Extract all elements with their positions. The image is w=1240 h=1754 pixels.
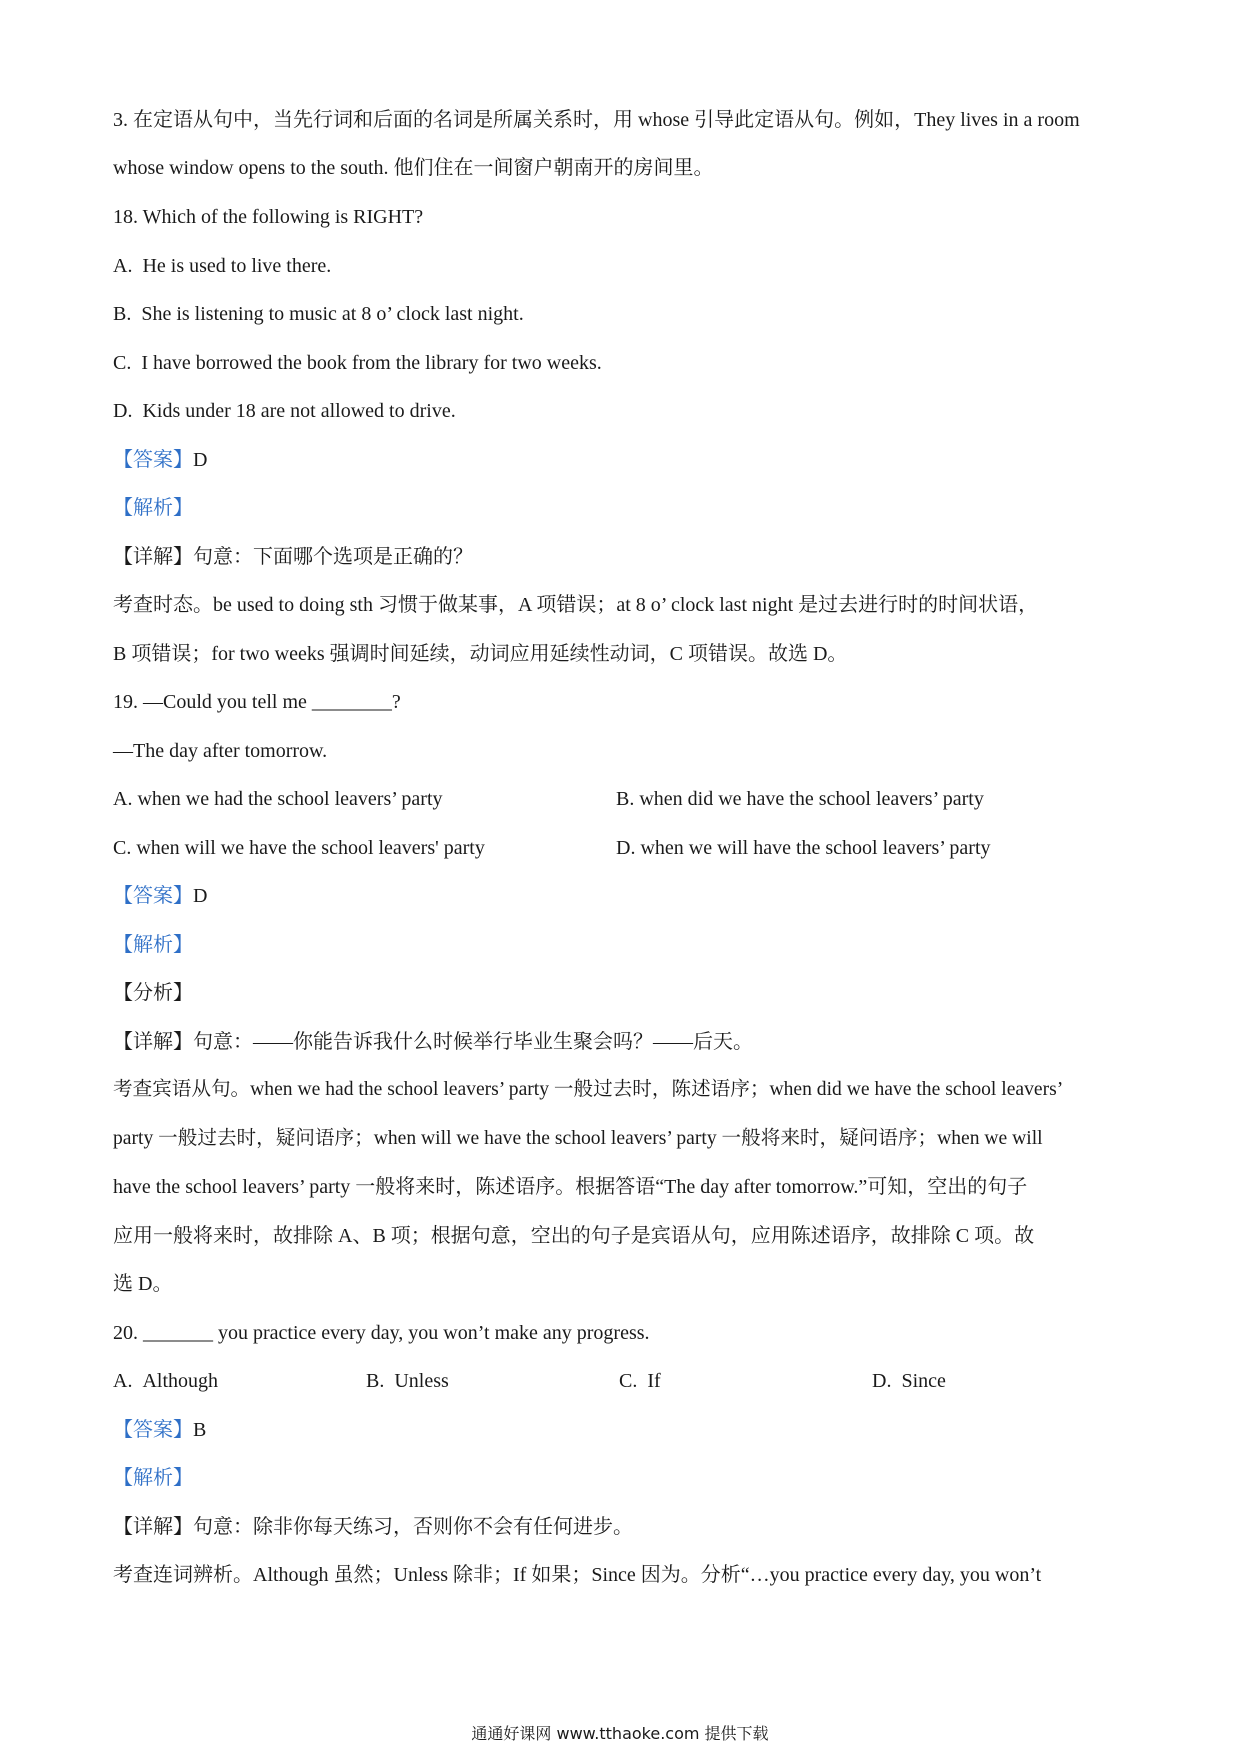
q20-option-d: D. Since — [872, 1370, 946, 1392]
q20-option-c: C. If — [619, 1370, 661, 1392]
q18-analysis-tag: 【解析】 — [113, 497, 193, 519]
q18-option-c: C. I have borrowed the book from the library for two weeks. — [113, 352, 602, 374]
q19-explain-1: 考查宾语从句。when we had the school leavers’ party 一般过去时，陈述语序；when did we have the school leavers’ — [113, 1079, 1064, 1100]
q18-explain-1: 考查时态。be used to doing sth 习惯于做某事，A 项错误；at 8 o’ clock last night 是过去进行时的时间状语， — [113, 594, 1039, 616]
q19-option-c: C. when will we have the school leavers' party — [113, 837, 485, 859]
q18-explain-2: B 项错误；for two weeks 强调时间延续，动词应用延续性动词，C 项错误。故选 D。 — [113, 643, 848, 665]
q20-explain-1: 考查连词辨析。Although 虽然；Unless 除非；If 如果；Since 因为。分析“…you practice every day, you won’t — [113, 1564, 1042, 1586]
intro-line-2: whose window opens to the south. 他们住在一间窗户朝南开的房间里。 — [113, 157, 714, 179]
q19-explain-2: party 一般过去时，疑问语序；when will we have the school leavers’ party 一般将来时，疑问语序；when we will — [113, 1128, 1043, 1149]
answer-value: D — [193, 885, 208, 907]
q20-analysis-tag: 【解析】 — [113, 1467, 193, 1489]
detail-tag: 【详解】 — [113, 1031, 193, 1053]
q19-option-d: D. when we will have the school leavers’ party — [616, 837, 991, 859]
page-footer: 通通好课网 www.tthaoke.com 提供下载 — [471, 1724, 769, 1743]
q20-question: 20. _______ you practice every day, you won’t make any progress. — [113, 1322, 650, 1344]
q19-fenxi-tag: 【分析】 — [113, 982, 193, 1004]
q18-option-a: A. He is used to live there. — [113, 255, 332, 277]
detail-tag: 【详解】 — [113, 546, 193, 568]
q19-answer — [113, 883, 207, 909]
q18-detail — [113, 544, 473, 570]
detail-tag: 【详解】 — [113, 1516, 193, 1538]
q18-option-d: D. Kids under 18 are not allowed to drive. — [113, 400, 456, 422]
q18-answer — [113, 447, 207, 473]
q20-answer — [113, 1417, 206, 1443]
q18-question: 18. Which of the following is RIGHT? — [113, 206, 424, 228]
answer-value: B — [193, 1419, 207, 1441]
answer-tag: 【答案】 — [113, 1419, 193, 1441]
q19-option-b: B. when did we have the school leavers’ party — [616, 788, 984, 810]
detail-text: 句意：——你能告诉我什么时候举行毕业生聚会吗？——后天。 — [193, 1031, 753, 1053]
answer-tag: 【答案】 — [113, 885, 193, 907]
q19-question: 19. —Could you tell me ________? — [113, 691, 401, 713]
detail-text: 句意：除非你每天练习，否则你不会有任何进步。 — [193, 1516, 633, 1538]
intro-line-1: 3. 在定语从句中，当先行词和后面的名词是所属关系时，用 whose 引导此定语从句。例如，They lives in a room — [113, 109, 1080, 131]
q20-option-a: A. Although — [113, 1370, 218, 1392]
q20-option-b: B. Unless — [366, 1370, 449, 1392]
answer-tag: 【答案】 — [113, 449, 193, 471]
q18-option-b: B. She is listening to music at 8 o’ clock last night. — [113, 303, 524, 325]
detail-text: 句意：下面哪个选项是正确的？ — [193, 546, 473, 568]
q19-detail — [113, 1029, 753, 1055]
q19-option-a: A. when we had the school leavers’ party — [113, 788, 443, 810]
q19-reply: —The day after tomorrow. — [113, 740, 328, 762]
answer-value: D — [193, 449, 208, 471]
q19-explain-3: have the school leavers’ party 一般将来时，陈述语序。根据答语“The day after tomorrow.”可知，空出的句子 — [113, 1176, 1028, 1198]
q19-explain-4: 应用一般将来时，故排除 A、B 项；根据句意，空出的句子是宾语从句，应用陈述语序，故排除 C 项。故 — [113, 1225, 1035, 1247]
q19-analysis-tag: 【解析】 — [113, 934, 193, 956]
q19-explain-5: 选 D。 — [113, 1273, 173, 1295]
q20-detail — [113, 1514, 633, 1540]
